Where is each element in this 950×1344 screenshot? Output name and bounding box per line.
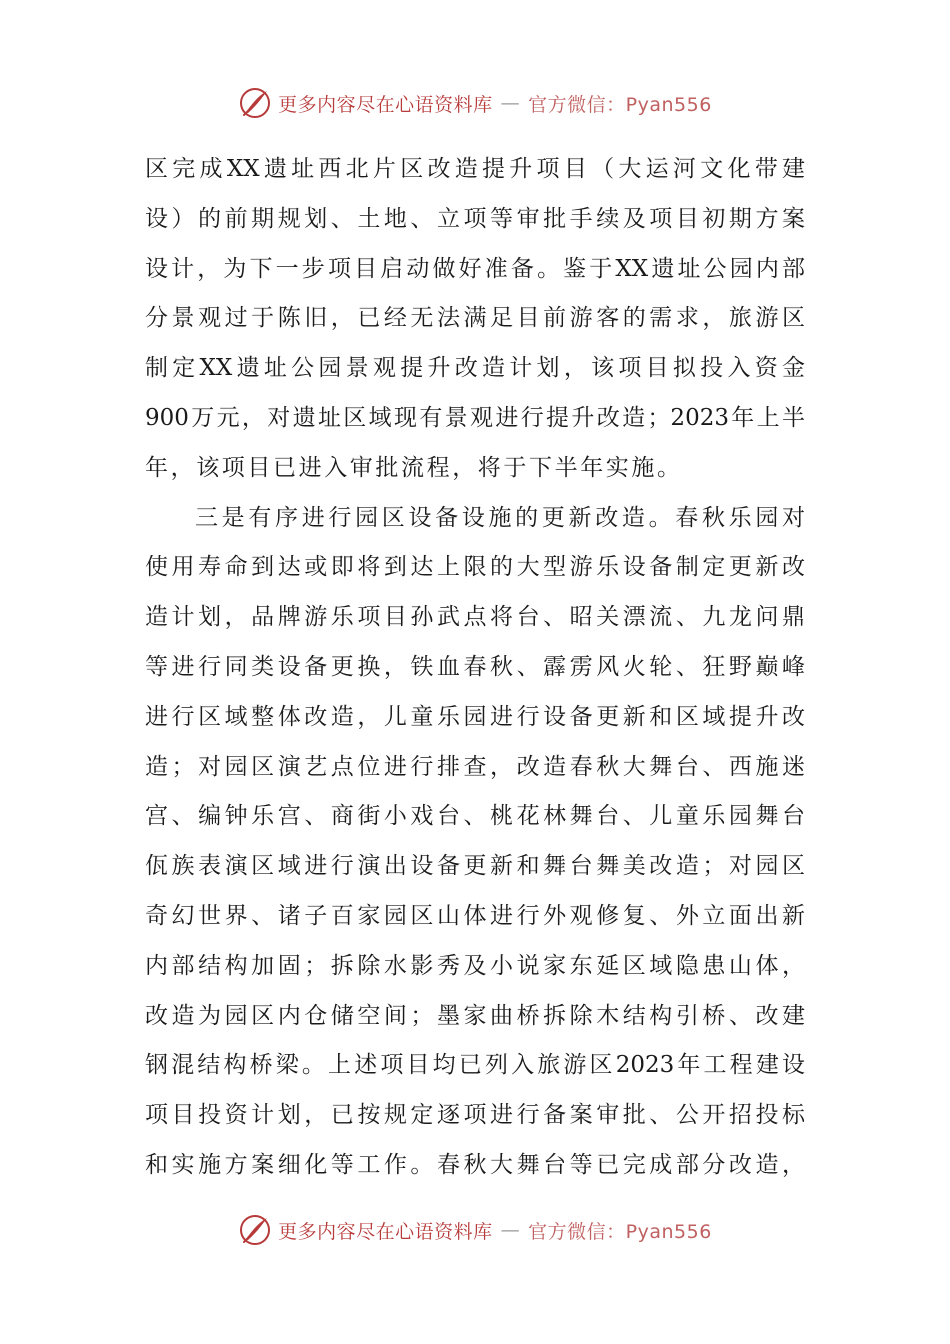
- text-line: 改造为园区内仓储空间；墨家曲桥拆除木结构引桥、改建: [145, 1002, 805, 1029]
- text-line: 造计划，品牌游乐项目孙武点将台、昭关漂流、九龙问鼎: [145, 604, 805, 631]
- quill-logo-icon: [238, 1213, 272, 1247]
- text-line: 使用寿命到达或即将到达上限的大型游乐设备制定更新改: [145, 554, 805, 581]
- text-line: 内部结构加固；拆除水影秀及小说家东延区域隐患山体，: [145, 952, 805, 979]
- watermark-contact: 官方微信：Pyan556: [528, 1220, 712, 1243]
- text-line: 制定XX遗址公园景观提升改造计划，该项目拟投入资金: [145, 355, 805, 382]
- text-line: 项目投资计划，已按规定逐项进行备案审批、公开招投标: [145, 1102, 805, 1129]
- text-line: 设计，为下一步项目启动做好准备。鉴于XX遗址公园内部: [145, 255, 805, 282]
- text-line: 区完成XX遗址西北片区改造提升项目（大运河文化带建: [145, 156, 805, 182]
- text-line: 宫、编钟乐宫、商街小戏台、桃花林舞台、儿童乐园舞台: [145, 803, 805, 830]
- watermark-text: 更多内容尽在心语资料库: [278, 93, 493, 116]
- text-line: 造；对园区演艺点位进行排查，改造春秋大舞台、西施迷: [145, 753, 805, 780]
- document-body: [145, 145, 805, 1191]
- watermark-separator: —: [500, 1219, 521, 1241]
- text-line: 设）的前期规划、土地、立项等审批手续及项目初期方案: [145, 205, 805, 232]
- text-line: 900万元，对遗址区域现有景观进行提升改造；2023年上半: [145, 404, 805, 431]
- text-line: 佤族表演区域进行演出设备更新和舞台舞美改造；对园区: [145, 853, 805, 880]
- watermark-contact: 官方微信：Pyan556: [528, 93, 712, 116]
- watermark-footer: [0, 1213, 950, 1247]
- watermark-text: 更多内容尽在心语资料库: [278, 1220, 493, 1243]
- watermark-separator: —: [500, 92, 521, 114]
- text-line: 年，该项目已进入审批流程，将于下半年实施。: [145, 454, 683, 481]
- text-line: 等进行同类设备更换，铁血春秋、霹雳风火轮、狂野巅峰: [145, 653, 805, 680]
- text-line: 分景观过于陈旧，已经无法满足目前游客的需求，旅游区: [145, 305, 805, 332]
- paragraph-start-line: 三是有序进行园区设备设施的更新改造。春秋乐园对: [195, 504, 805, 531]
- text-line: 进行区域整体改造，儿童乐园进行设备更新和区域提升改: [145, 703, 805, 730]
- watermark-header: [0, 86, 950, 120]
- text-line: 奇幻世界、诸子百家园区山体进行外观修复、外立面出新: [145, 902, 805, 929]
- quill-logo-icon: [238, 86, 272, 120]
- text-line: 钢混结构桥梁。上述项目均已列入旅游区2023年工程建设: [145, 1052, 805, 1079]
- text-line: 和实施方案细化等工作。春秋大舞台等已完成部分改造，: [145, 1151, 805, 1178]
